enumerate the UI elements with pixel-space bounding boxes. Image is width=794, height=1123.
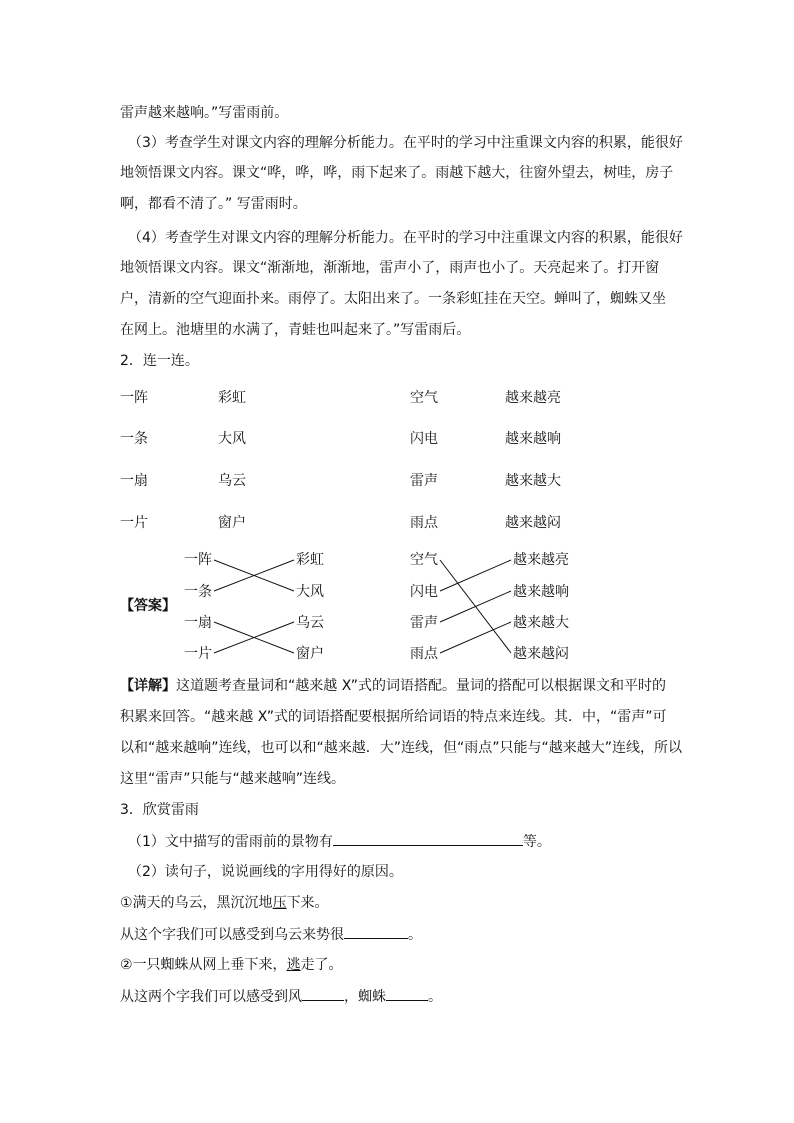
q2-col1-word: 一片	[120, 515, 148, 531]
q2-col4-word: 越来越响	[505, 431, 561, 447]
q2-col1-word: 一扇	[120, 473, 148, 489]
q2-col4-word: 越来越闷	[505, 515, 561, 531]
q3-sub1-tail: 等。	[522, 834, 551, 850]
answer-blank[interactable]	[333, 831, 523, 846]
ask-text: ，蜘蛛	[344, 989, 386, 1005]
answer-right-target: 越来越响	[513, 584, 569, 600]
answer-left-target: 窗户	[296, 646, 324, 662]
q3-sentence-2-ask	[120, 986, 442, 1007]
answer-left-target: 乌云	[296, 615, 324, 631]
intro-line: 啊，都看不清了。” 写雷雨时。	[120, 196, 307, 212]
answer-left-word: 一条	[184, 584, 212, 600]
sentence-text: 满天的乌云，黑沉沉地	[132, 895, 273, 911]
detail-line: 这里“雷声”只能与“越来越响”连线。	[120, 771, 346, 787]
intro-line: （4）考查学生对课文内容的理解分析能力。在平时的学习中注重课文内容的积累，能很好	[128, 230, 683, 246]
answer-left-word: 一片	[184, 646, 212, 662]
answer-right-word: 闪电	[410, 584, 438, 600]
intro-line: 地领悟课文内容。课文“渐渐地，渐渐地，雷声小了，雨声也小了。天亮起来了。打开窗	[120, 260, 660, 276]
answer-right-target: 越来越闷	[513, 646, 569, 662]
q2-col3-word: 雷声	[410, 473, 438, 489]
sentence-text: 一只蜘蛛从网上垂下来，	[132, 957, 287, 973]
answer-right-word: 雨点	[410, 646, 438, 662]
q2-col3-word: 闪电	[410, 431, 438, 447]
q3-sentence-1	[120, 893, 329, 913]
intro-line: （3）考查学生对课文内容的理解分析能力。在平时的学习中注重课文内容的积累，能很好	[128, 135, 683, 151]
ask-text: 从这两个字我们可以感受到风	[120, 989, 302, 1005]
answer-left-word: 一扇	[184, 615, 212, 631]
answer-right-target: 越来越大	[513, 615, 569, 631]
q2-col1-word: 一条	[120, 431, 148, 447]
underlined-character: 压	[272, 895, 287, 911]
answer-left-word: 一阵	[184, 552, 212, 568]
answer-right-target: 越来越亮	[513, 552, 569, 568]
underlined-character: 逃	[286, 957, 301, 973]
q2-col4-word: 越来越大	[505, 473, 561, 489]
q3-sentence-1-ask	[120, 924, 422, 945]
q2-col3-word: 雨点	[410, 515, 438, 531]
sentence-text: 走了。	[300, 957, 343, 973]
q3-sub2: （2）读句子，说说画线的字用得好的原因。	[128, 864, 403, 880]
connector-line	[440, 622, 511, 653]
q3-sub1	[128, 831, 551, 852]
question-2-title: 2．连一连。	[120, 353, 199, 369]
q2-col4-word: 越来越亮	[505, 390, 561, 406]
q2-col1-word: 一阵	[120, 390, 148, 406]
answer-left-target: 彩虹	[296, 552, 324, 568]
intro-line: 雷声越来越响。”写雷雨前。	[120, 105, 289, 121]
intro-line: 地领悟课文内容。课文“哗，哗，哗，雨下起来了。雨越下越大，往窗外望去，树哇，房子	[120, 165, 674, 181]
sentence-number: ①	[120, 895, 133, 911]
q2-col2-word: 乌云	[218, 473, 246, 489]
q2-col2-word: 彩虹	[218, 390, 246, 406]
answer-blank[interactable]	[386, 986, 428, 1001]
answer-left-target: 大风	[296, 584, 324, 600]
answer-blank[interactable]	[344, 924, 408, 939]
detail-text: 这道题考查量词和“越来越 X”式的词语搭配。量词的搭配可以根据课文和平时的	[176, 678, 666, 694]
ask-text: 。	[428, 989, 442, 1005]
q2-col2-word: 窗户	[218, 515, 246, 531]
ask-text: 。	[408, 927, 422, 943]
question-3-title: 3．欣赏雷雨	[120, 802, 199, 818]
sentence-number: ②	[120, 957, 133, 973]
q2-col2-word: 大风	[218, 431, 246, 447]
intro-line: 在网上。池塘里的水满了，青蛙也叫起来了。”写雷雨后。	[120, 322, 471, 338]
detail-line: 以和“越来越响”连线，也可以和“越来越．大”连线，但“雨点”只能与“越来越大”连线，所以	[120, 740, 683, 756]
detail-label: 【详解】	[120, 678, 176, 694]
answer-label: 【答案】	[120, 598, 176, 614]
intro-line: 户，清新的空气迎面扑来。雨停了。太阳出来了。一条彩虹挂在天空。蝉叫了，蜘蛛又坐	[120, 291, 666, 307]
connector-line	[440, 591, 511, 622]
answer-right-word: 雷声	[410, 615, 438, 631]
q3-sub1-text: （1）文中描写的雷雨前的景物有	[128, 834, 333, 850]
answer-right-word: 空气	[410, 552, 438, 568]
answer-blank[interactable]	[302, 986, 344, 1001]
connector-line	[440, 560, 511, 591]
q3-sentence-2	[120, 955, 343, 975]
ask-text: 从这个字我们可以感受到乌云来势很	[120, 927, 344, 943]
detail-first-line	[120, 676, 666, 696]
sentence-text: 下来。	[286, 895, 329, 911]
q2-col3-word: 空气	[410, 390, 438, 406]
detail-line: 积累来回答。“越来越 X”式的词语搭配要根据所给词语的特点来连线。其．中，“雷声”可	[120, 709, 667, 725]
